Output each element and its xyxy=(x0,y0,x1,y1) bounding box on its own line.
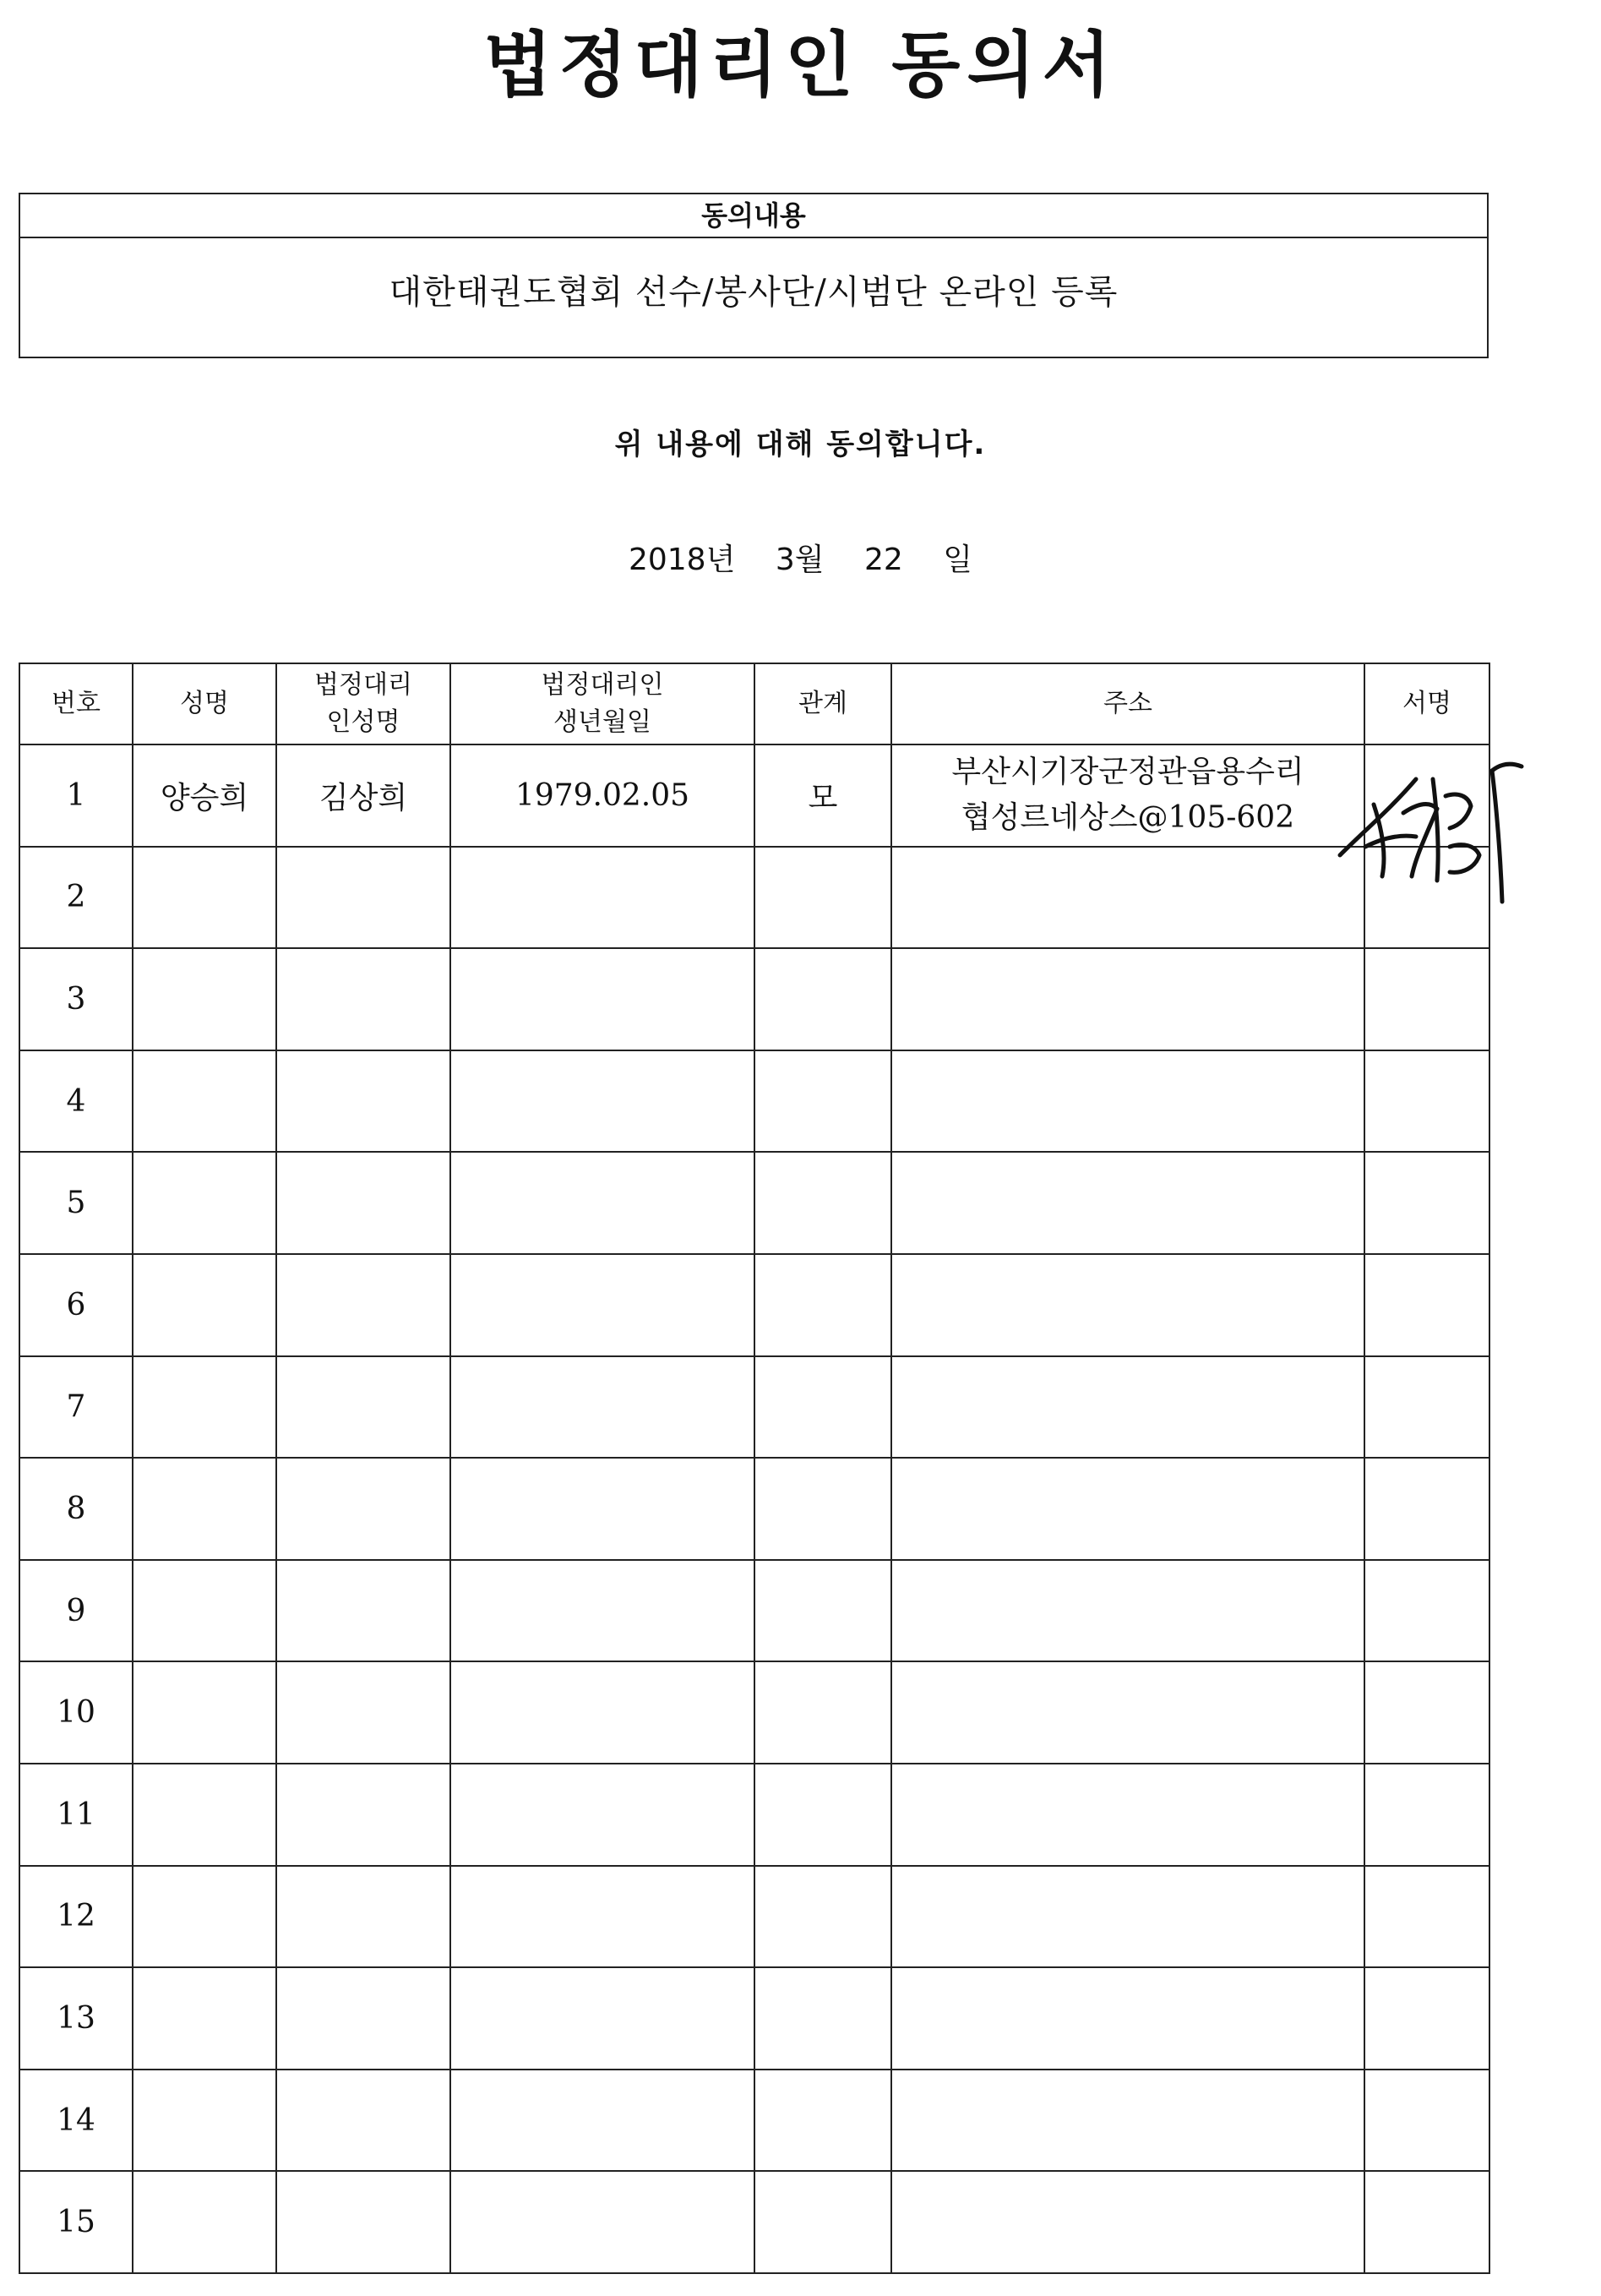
header-guardian-name-line1: 법정대리 xyxy=(314,670,412,700)
table-row xyxy=(19,1152,1489,1254)
consent-content: 대한태권도협회 선수/봉사단/시범단 온라인 등록 xyxy=(389,273,1119,312)
table-row xyxy=(19,744,1489,847)
cell-relation: 모 xyxy=(754,744,891,847)
header-name: 성명 xyxy=(133,663,276,744)
header-guardian-birth-line2: 생년월일 xyxy=(553,707,651,737)
agreement-statement: 위 내용에 대해 동의합니다. xyxy=(614,428,987,461)
address-line-1: 부산시기장군정관읍용수리 xyxy=(951,755,1304,790)
date-year: 2018년 xyxy=(628,543,736,577)
header-signature: 서명 xyxy=(1364,663,1489,744)
table-row xyxy=(19,1866,1489,1968)
header-guardian-birth xyxy=(450,663,754,744)
address-line-2: 협성르네상스@105-602 xyxy=(961,800,1295,836)
header-guardian-birth-line1: 법정대리인 xyxy=(541,670,664,700)
page-title: 법정대리인 동의서 xyxy=(483,23,1118,106)
cell-number: 13 xyxy=(19,1967,133,2070)
consent-header: 동의내용 xyxy=(20,194,1487,238)
cell-number: 11 xyxy=(19,1764,133,1866)
header-guardian-name-line2: 인성명 xyxy=(326,707,400,737)
cell-number: 7 xyxy=(19,1356,133,1459)
consent-box xyxy=(19,193,1489,358)
table-row xyxy=(19,1356,1489,1459)
cell-guardian-name: 김상희 xyxy=(276,744,450,847)
table-row xyxy=(19,948,1489,1050)
cell-number: 2 xyxy=(19,847,133,949)
cell-number: 9 xyxy=(19,1560,133,1662)
table-row xyxy=(19,847,1489,949)
header-number: 번호 xyxy=(19,663,133,744)
table-header-row xyxy=(19,663,1489,744)
date-month: 3월 xyxy=(775,543,825,577)
table-row xyxy=(19,1661,1489,1764)
cell-guardian-birth: 1979.02.05 xyxy=(450,744,754,847)
table-row xyxy=(19,1050,1489,1153)
cell-number: 5 xyxy=(19,1152,133,1254)
header-relation: 관계 xyxy=(754,663,891,744)
registration-table xyxy=(19,663,1490,2274)
date-day-unit: 일 xyxy=(943,543,973,577)
cell-number: 15 xyxy=(19,2171,133,2273)
cell-number: 4 xyxy=(19,1050,133,1153)
table-row xyxy=(19,1764,1489,1866)
cell-number: 12 xyxy=(19,1866,133,1968)
table-row xyxy=(19,1967,1489,2070)
cell-number: 3 xyxy=(19,948,133,1050)
cell-number: 6 xyxy=(19,1254,133,1356)
header-address: 주소 xyxy=(891,663,1364,744)
table-row xyxy=(19,1560,1489,1662)
cell-address xyxy=(891,744,1364,847)
cell-number: 8 xyxy=(19,1458,133,1560)
cell-number: 14 xyxy=(19,2070,133,2172)
table-row xyxy=(19,1254,1489,1356)
date-day: 22 xyxy=(863,543,903,577)
header-guardian-name xyxy=(276,663,450,744)
cell-number: 1 xyxy=(19,744,133,847)
cell-number: 10 xyxy=(19,1661,133,1764)
cell-signature xyxy=(1364,744,1489,847)
table-row xyxy=(19,1458,1489,1560)
table-row xyxy=(19,2070,1489,2172)
date-line xyxy=(0,536,1601,579)
cell-name: 양승희 xyxy=(133,744,276,847)
table-row xyxy=(19,2171,1489,2273)
